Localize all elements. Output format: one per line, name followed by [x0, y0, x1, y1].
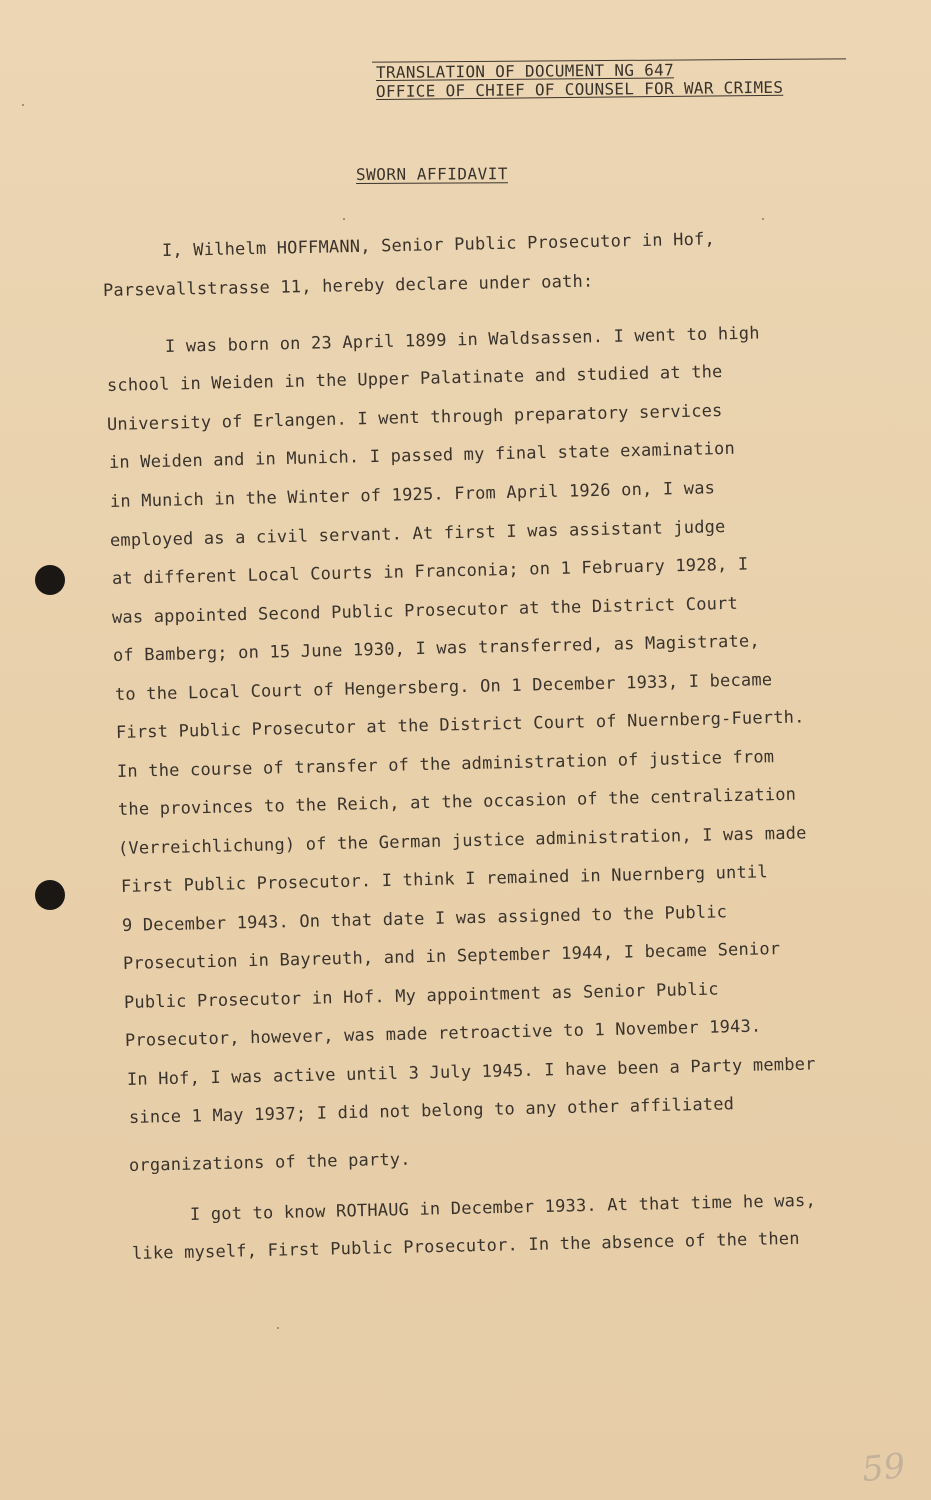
- document-title: SWORN AFFIDAVIT: [355, 164, 509, 184]
- paper-speck: [277, 1327, 279, 1329]
- body-line: Prosecution in Bayreuth, and in September 1944, I became Senior: [122, 939, 781, 974]
- body-line: organizations of the party.: [128, 1149, 411, 1176]
- body-line: was appointed Second Public Prosecutor at the District Court: [111, 593, 739, 628]
- body-line: in Weiden and in Munich. I passed my final state examination: [108, 438, 736, 473]
- body-line: University of Erlangen. I went through preparatory services: [106, 401, 723, 435]
- body-line: like myself, First Public Prosecutor. In the absence of the then: [131, 1228, 800, 1264]
- office-header: OFFICE OF CHIEF OF COUNSEL FOR WAR CRIMES: [375, 77, 784, 101]
- translation-header: TRANSLATION OF DOCUMENT NG 647: [375, 60, 675, 82]
- body-line: employed as a civil servant. At first I was assistant judge: [109, 517, 726, 551]
- punch-hole: [35, 565, 65, 595]
- body-line: at different Local Courts in Franconia; on 1 February 1928, I: [111, 554, 749, 589]
- body-line: to the Local Court of Hengersberg. On 1 December 1933, I became: [114, 670, 773, 705]
- body-line: I was born on 23 April 1899 in Waldsassen. I went to high: [164, 323, 760, 357]
- body-line: since 1 May 1937; I did not belong to any other affiliated: [128, 1094, 735, 1128]
- body-line: school in Weiden in the Upper Palatinate and studied at the: [106, 362, 723, 396]
- body-line: In Hof, I was active until 3 July 1945. I have been a Party member: [126, 1054, 816, 1090]
- body-line: Prosecutor, however, was made retroactive to 1 November 1943.: [124, 1016, 762, 1051]
- body-line: Parsevallstrasse 11, hereby declare under oath:: [102, 271, 594, 301]
- body-line: of Bamberg; on 15 June 1930, I was transferred, as Magistrate,: [112, 631, 761, 666]
- body-line: I got to know ROTHAUG in December 1933. At that time he was,: [189, 1190, 817, 1225]
- body-line: the provinces to the Reich, at the occasion of the centralization: [117, 784, 797, 820]
- body-line: In the course of transfer of the administration of justice from: [116, 747, 775, 782]
- paper-speck: [762, 218, 764, 220]
- punch-hole: [35, 880, 65, 910]
- body-line: First Public Prosecutor. I think I remained in Nuernberg until: [120, 862, 769, 897]
- body-line: Public Prosecutor in Hof. My appointment as Senior Public: [123, 979, 719, 1013]
- body-line: (Verreichlichung) of the German justice administration, I was made: [117, 823, 807, 859]
- paper-speck: [343, 218, 345, 220]
- body-line: First Public Prosecutor at the District Court of Nuernberg-Fuerth.: [115, 707, 805, 743]
- body-line: in Munich in the Winter of 1925. From April 1926 on, I was: [109, 478, 716, 512]
- paper-speck: [22, 104, 24, 106]
- page-number: 59: [860, 1445, 908, 1491]
- body-line: I, Wilhelm HOFFMANN, Senior Public Prosecutor in Hof,: [161, 229, 716, 261]
- body-line: 9 December 1943. On that date I was assigned to the Public: [121, 902, 728, 936]
